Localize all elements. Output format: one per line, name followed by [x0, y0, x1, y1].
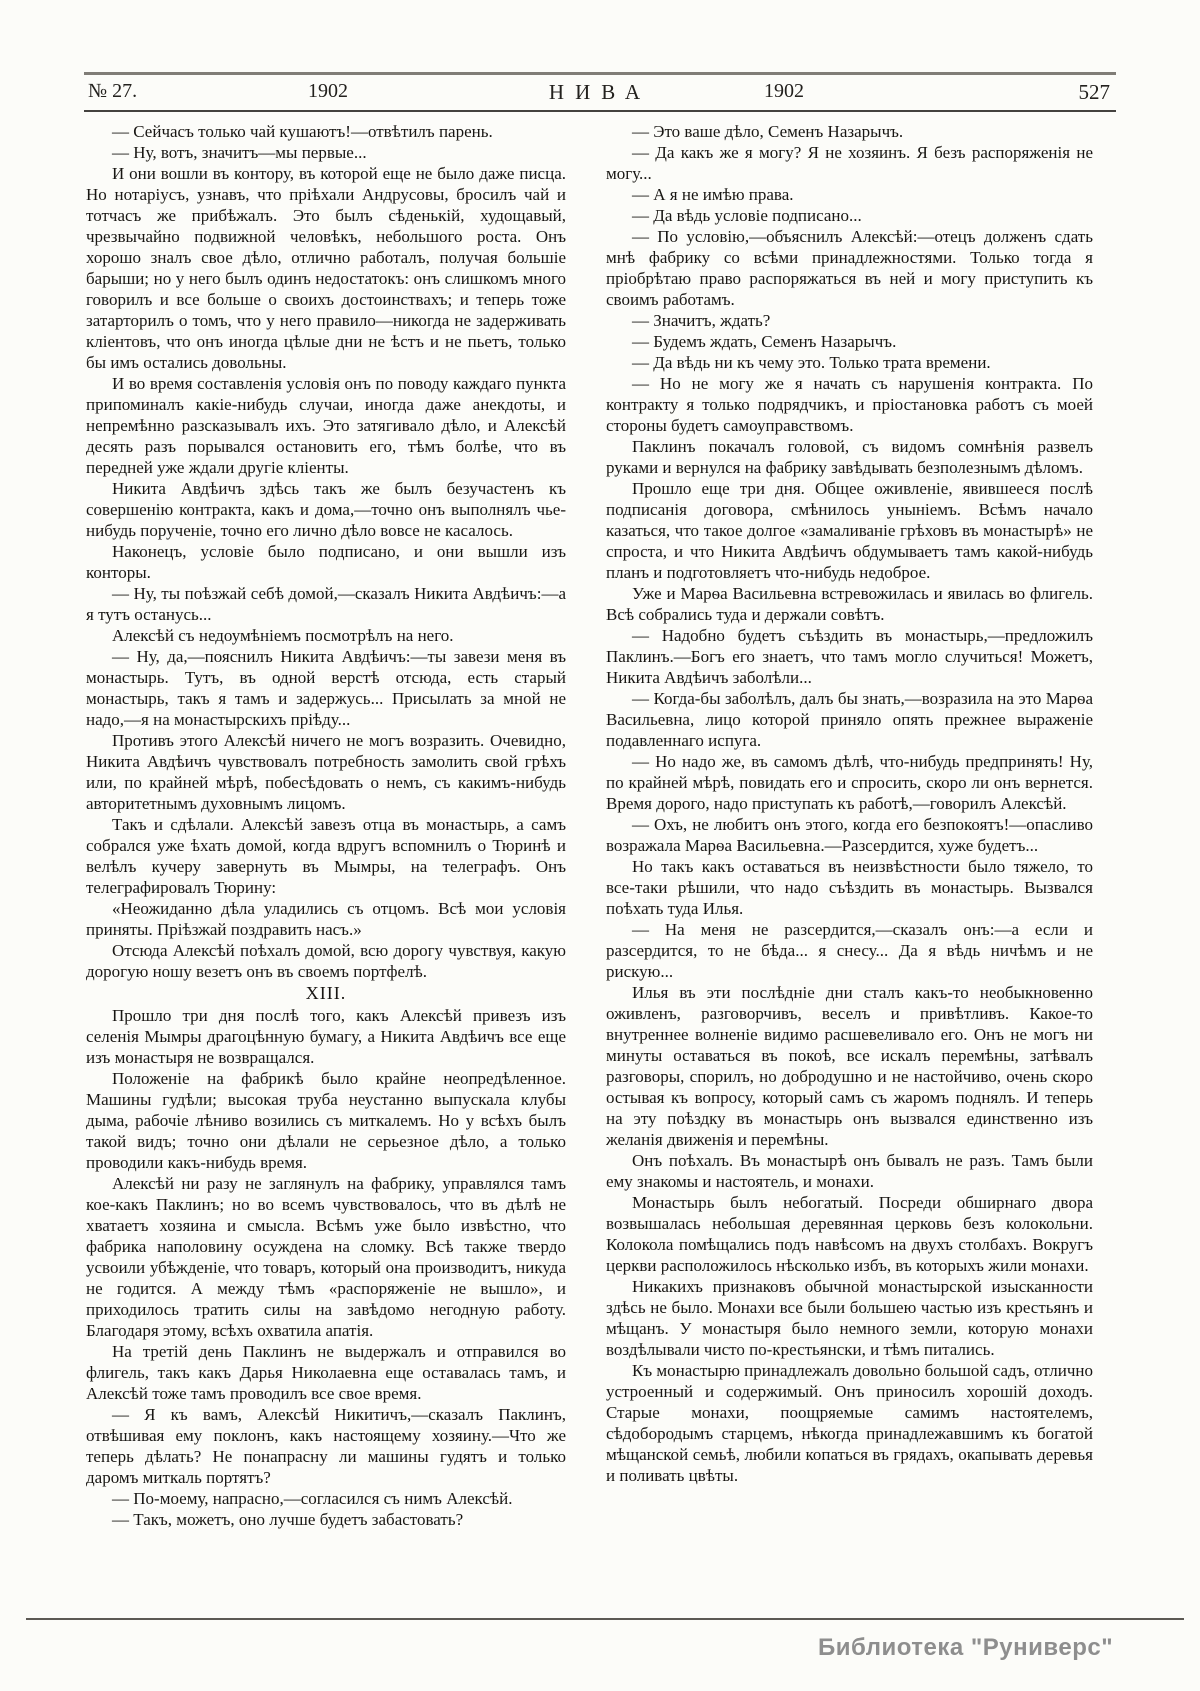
paragraph: Прошло еще три дня. Общее оживленіе, явившееся послѣ подписанія договора, смѣнилось уныніемъ. Всѣмъ начало казаться, что такое долгое «замаливаніе грѣховъ въ монастырѣ» не спроста, и что Никита Авдѣичъ обдумываетъ тамъ какой-нибудь планъ и подготовляетъ что-нибудь недоброе. [606, 479, 1093, 582]
paragraph: — По условію,—объяснилъ Алексѣй:—отецъ долженъ сдать мнѣ фабрику со всѣми принадлежностями. Только тогда я пріобрѣтаю право распоряжаться въ ней и могу приступить къ своимъ работамъ. [606, 227, 1093, 309]
paragraph: — Да вѣдь ни къ чему это. Только трата времени. [632, 353, 991, 372]
paragraph: — Будемъ ждать, Семенъ Назарычъ. [632, 332, 897, 351]
header-year-right: 1902 [764, 80, 804, 102]
paragraph: Монастырь былъ небогатый. Посреди обширнаго двора возвышалась небольшая деревянная церковь безъ колокольни. Колокола помѣщались подъ навѣсомъ на двухъ столбахъ. Вокругъ церкви расположилось нѣсколько избъ, въ которыхъ жили монахи. [606, 1193, 1093, 1275]
paragraph: Никакихъ признаковъ обычной монастырской изысканности здѣсь не было. Монахи все были большею частью изъ крестьянъ и мѣщанъ. У монастыря было немного земли, которую монахи воздѣлывали чисто по-крестьянски, и тѣмъ питались. [606, 1277, 1093, 1359]
paragraph: Къ монастырю принадлежалъ довольно большой садъ, отлично устроенный и содержимый. Онъ приносилъ хорошій доходъ. Старые монахи, поощряемые самимъ настоятелемъ, сѣдобородымъ старцемъ, нѣкогда принадлежавшимъ къ богатой мѣщанской семьѣ, любили копаться въ грядахъ, окапывать деревья и поливать цвѣты. [606, 1361, 1093, 1485]
paragraph: — Значитъ, ждать? [632, 311, 771, 330]
right-column [606, 121, 1093, 1486]
paragraph: Паклинъ покачалъ головой, съ видомъ сомнѣнія развелъ руками и вернулся на фабрику завѣдывать безполезнымъ дѣломъ. [606, 437, 1093, 477]
paragraph: — Ну, вотъ, значитъ—мы первые... [112, 143, 367, 162]
chapter-heading: XIII. [305, 983, 347, 1003]
header-year-left: 1902 [308, 80, 348, 102]
library-watermark: Библиотека "Руниверс" [818, 1634, 1114, 1661]
paragraph: — А я не имѣю права. [632, 185, 794, 204]
page-number: 527 [1078, 80, 1110, 104]
paragraph: Наконецъ, условіе было подписано, и они вышли изъ конторы. [86, 542, 566, 582]
paragraph: На третій день Паклинъ не выдержалъ и отправился во флигель, такъ какъ Дарья Николаевна еще оставалась тамъ, и Алексѣй тоже тамъ проводилъ все свое время. [86, 1342, 566, 1403]
magazine-title: НИВА [548, 80, 652, 104]
paragraph: — Такъ, можетъ, оно лучше будетъ забастовать? [112, 1510, 464, 1529]
page-bottom-rule [26, 1618, 1184, 1620]
paragraph: Отсюда Алексѣй поѣхалъ домой, всю дорогу чувствуя, какую дорогую ношу везетъ онъ въ своемъ портфелѣ. [86, 941, 566, 981]
paragraph: — Но надо же, въ самомъ дѣлѣ, что-нибудь предпринять! Ну, по крайней мѣрѣ, повидать его и спросить, скоро ли онъ вернется. Время дорого, надо приступать къ работѣ,—говорилъ Алексѣй. [606, 752, 1093, 813]
paragraph: Онъ поѣхалъ. Въ монастырѣ онъ бывалъ не разъ. Тамъ были ему знакомы и настоятель, и монахи. [606, 1151, 1093, 1191]
paragraph: — Ну, да,—пояснилъ Никита Авдѣичъ:—ты завези меня въ монастырь. Тутъ, въ одной верстѣ отсюда, есть старый монастырь, такъ я тамъ и задержусь... Присылать за мной не надо,—я на монастырскихъ пріѣду... [86, 647, 566, 729]
paragraph: — Да какъ же я могу? Я не хозяинъ. Я безъ распоряженія не могу... [606, 143, 1093, 183]
paragraph: Прошло три дня послѣ того, какъ Алексѣй привезъ изъ селенія Мымры драгоцѣнную бумагу, а Никита Авдѣичъ все еще изъ монастыря не возвращался. [86, 1006, 566, 1067]
paragraph: «Неожиданно дѣла уладились съ отцомъ. Всѣ мои условія приняты. Пріѣзжай поздравить насъ.» [86, 899, 566, 939]
page-top-rule [84, 72, 1116, 75]
paragraph: Такъ и сдѣлали. Алексѣй завезъ отца въ монастырь, а самъ собрался уже ѣхать домой, когда вдругъ вспомнилъ о Тюринѣ и велѣлъ кучеру завернуть въ Мымры, на телеграфъ. Онъ телеграфировалъ Тюрину: [86, 815, 566, 897]
paragraph: Алексѣй съ недоумѣніемъ посмотрѣлъ на него. [112, 626, 454, 645]
paragraph: Алексѣй ни разу не заглянулъ на фабрику, управлялся тамъ кое-какъ Паклинъ; но во всемъ чувствовалось, что въ дѣлѣ не хватаетъ хозяина и смысла. Всѣмъ уже было извѣстно, что фабрика наполовину осуждена на сломку. Всѣ также твердо усвоили убѣжденіе, что товаръ, который она производитъ, никуда не годится. А между тѣмъ «распоряженіе не вышло», и приходилось тратить силы на завѣдомо негодную работу. Благодаря этому, всѣхъ охватила апатія. [86, 1174, 566, 1340]
paragraph: Уже и Марѳа Васильевна встревожилась и явилась во флигель. Всѣ собрались туда и держали совѣтъ. [606, 584, 1093, 624]
paragraph: Противъ этого Алексѣй ничего не могъ возразить. Очевидно, Никита Авдѣичъ чувствовалъ потребность замолить свой грѣхъ или, по крайней мѣрѣ, побесѣдовать о немъ, съ какимъ-нибудь авторитетнымъ духовнымъ лицомъ. [86, 731, 566, 813]
paragraph: И во время составленія условія онъ по поводу каждаго пункта припоминалъ какіе-нибудь случаи, иногда даже анекдоты, и непремѣнно разсказывалъ ихъ. Это затягивало дѣло, и Алексѣй десять разъ порывался остановить его, тѣмъ болѣе, что въ передней уже ждали другіе кліенты. [86, 374, 566, 477]
paragraph: Но такъ какъ оставаться въ неизвѣстности было тяжело, то все-таки рѣшили, что надо съѣздить въ монастырь. Вызвался поѣхать туда Илья. [606, 857, 1093, 918]
paragraph: — Надобно будетъ съѣздить въ монастырь,—предложилъ Паклинъ.—Богъ его знаетъ, что тамъ могло случиться! Можетъ, Никита Авдѣичъ заболѣли... [606, 626, 1093, 687]
paragraph: Положеніе на фабрикѣ было крайне неопредѣленное. Машины гудѣли; высокая труба неустанно выпускала клубы дыма, рабочіе лѣниво возились съ миткалемъ. Но у всѣхъ былъ такой видъ; точно они дѣлали не серьезное дѣло, а только проводили какъ-нибудь время. [86, 1069, 566, 1172]
issue-number: № 27. [88, 80, 138, 102]
paragraph: — Охъ, не любитъ онъ этого, когда его безпокоятъ!—опасливо возражала Марѳа Васильевна.—Разсердится, хуже будетъ... [606, 815, 1093, 855]
paragraph: — Но не могу же я начать съ нарушенія контракта. По контракту я только подрядчикъ, и пріостановка работъ съ моей стороны будетъ самоуправствомъ. [606, 374, 1093, 435]
paragraph: — Я къ вамъ, Алексѣй Никитичъ,—сказалъ Паклинъ, отвѣшивая ему поклонъ, какъ настоящему хозяину.—Что же теперь дѣлать? Не понапрасну ли машины гудятъ и только даромъ миткаль портятъ? [86, 1405, 566, 1487]
paragraph: — Ну, ты поѣзжай себѣ домой,—сказалъ Никита Авдѣичъ:—а я тутъ останусь... [86, 584, 566, 624]
paragraph: — Когда-бы заболѣлъ, далъ бы знать,—возразила на это Марѳа Васильевна, лицо которой приняло опять прежнее выраженіе подавленнаго испуга. [606, 689, 1093, 750]
header-divider-rule [84, 110, 1116, 112]
left-column [86, 121, 566, 1530]
paragraph: Никита Авдѣичъ здѣсь такъ же былъ безучастенъ къ совершенію контракта, какъ и дома,—точно онъ выполнялъ чье-нибудь порученіе, точно его лично дѣло вовсе не касалось. [86, 479, 566, 540]
paragraph: — Это ваше дѣло, Семенъ Назарычъ. [632, 122, 904, 141]
paragraph: — На меня не разсердится,—сказалъ онъ:—а если и разсердится, то не бѣда... я снесу... Да я вѣдь ничѣмъ и не рискую... [606, 920, 1093, 981]
paragraph: — Сейчасъ только чай кушаютъ!—отвѣтилъ парень. [112, 122, 493, 141]
paragraph: Илья въ эти послѣдніе дни сталъ какъ-то необыкновенно оживленъ, разговорчивъ, веселъ и привѣтливъ. Какое-то внутреннее волненіе видимо расшевеливало его. Онъ не могъ ни минуты оставаться въ покоѣ, все искалъ перемѣны, затѣвалъ разговоры, спорилъ, но добродушно и не настойчиво, очень скоро остывая къ вопросу, который самъ съ жаромъ поднялъ. И теперь на эту поѣздку въ монастырь онъ вызвался единственно изъ желанія движенія и перемѣны. [606, 983, 1093, 1149]
paragraph: — Да вѣдь условіе подписано... [632, 206, 862, 225]
paragraph: И они вошли въ контору, въ которой еще не было даже писца. Но нотаріусъ, узнавъ, что пріѣхали Андрусовы, бросилъ чай и тотчасъ же прибѣжалъ. Это былъ сѣденькій, худощавый, чрезвычайно подвижной человѣкъ, небольшого роста. Онъ хорошо зналъ свое дѣло, отлично работалъ, получая большіе барыши; но у него былъ одинъ недостатокъ: онъ слишкомъ много говорилъ и все больше о своихъ достоинствахъ; и теперь тоже затарторилъ о томъ, что у него правило—никогда не задерживать кліентовъ, что онъ иногда цѣлые дни не ѣстъ и не пьетъ, только бы имъ остались довольны. [86, 164, 566, 372]
paragraph: — По-моему, напрасно,—согласился съ нимъ Алексѣй. [112, 1489, 513, 1508]
